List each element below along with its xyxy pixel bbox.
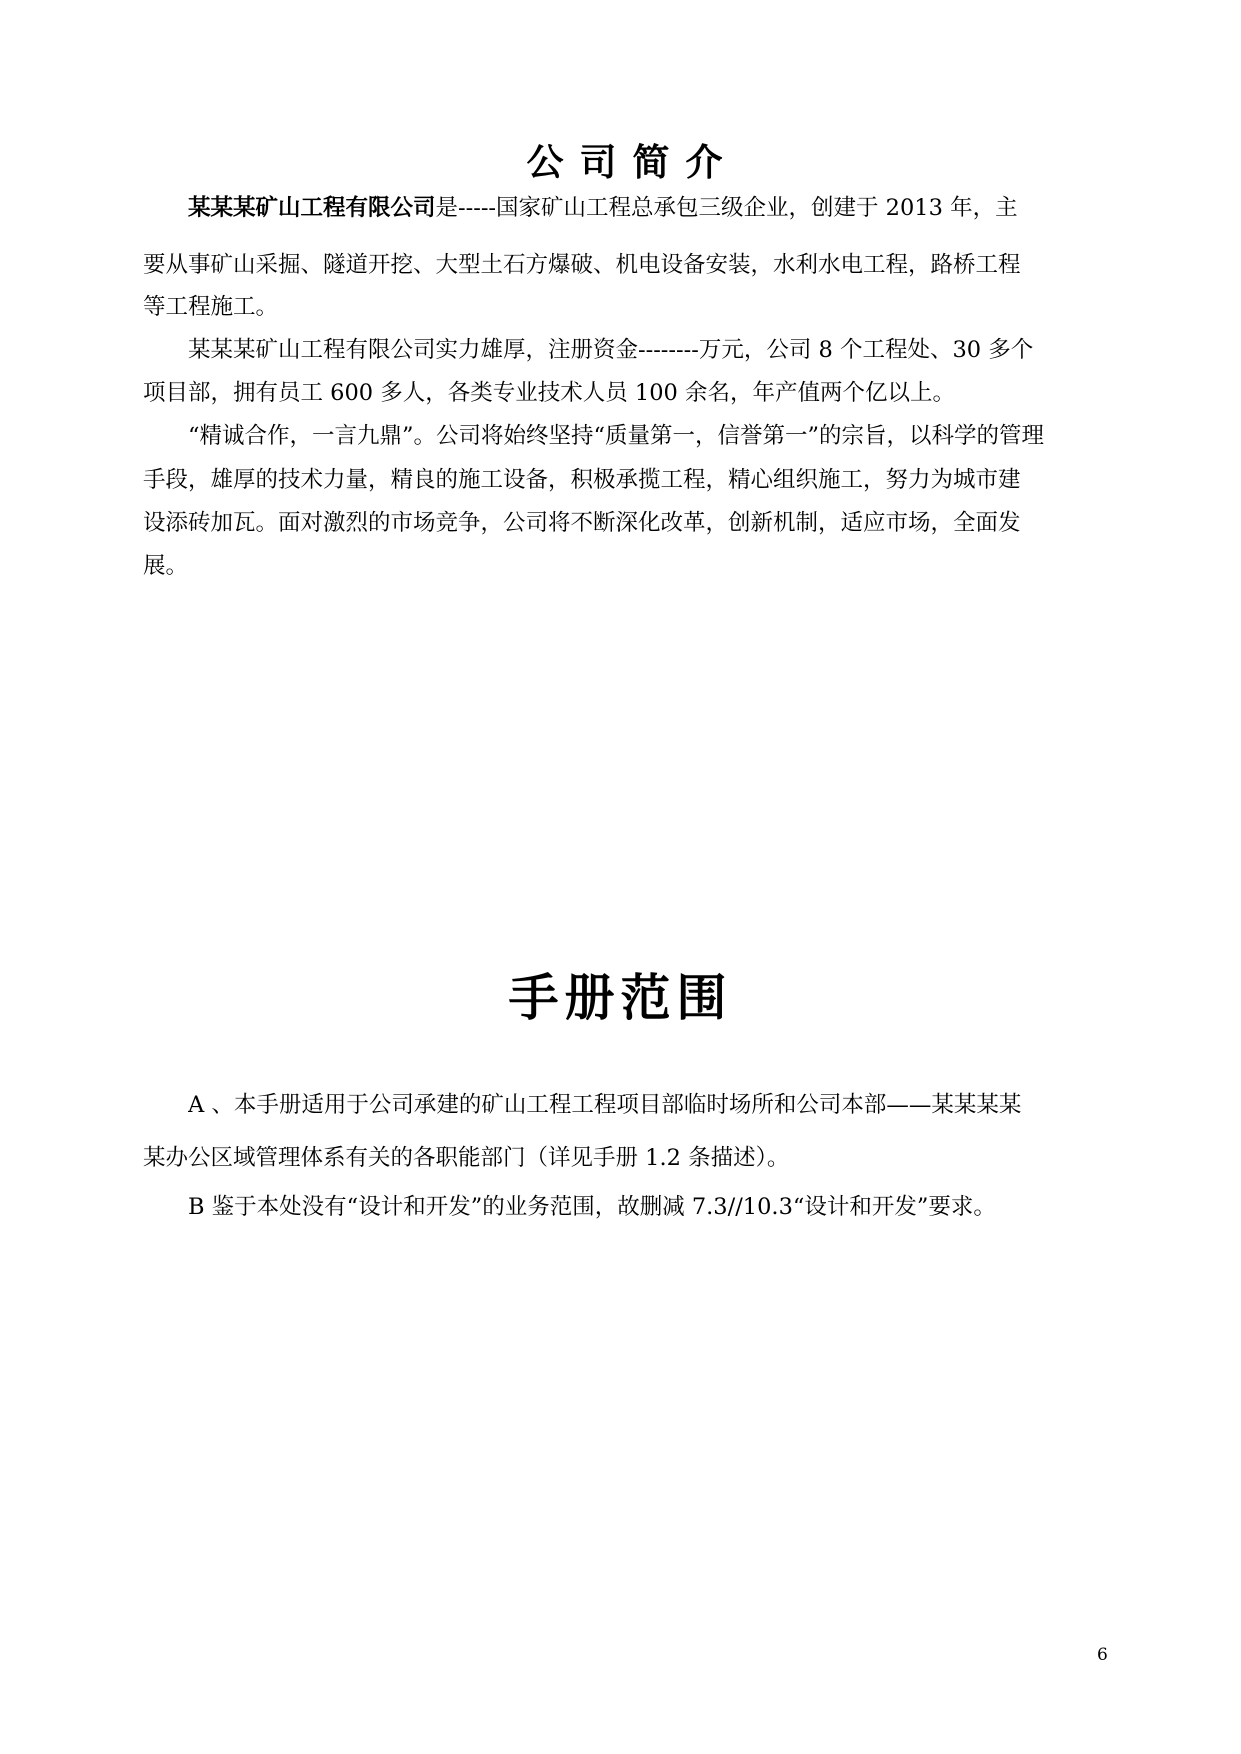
section-title-manual-scope: 手册范围 bbox=[508, 969, 733, 1027]
paragraph-1-line-3: 等工程施工。 bbox=[143, 294, 279, 320]
page-number: 6 bbox=[1097, 1645, 1108, 1665]
paragraph-1-line-2: 要从事矿山采掘、隧道开挖、大型土石方爆破、机电设备安装，水利水电工程，路桥工程 bbox=[143, 252, 1021, 278]
paragraph-3-line-2: 手段，雄厚的技术力量，精良的施工设备，积极承揽工程，精心组织施工，努力为城市建 bbox=[143, 467, 1021, 493]
scope-item-a-line-1: A 、本手册适用于公司承建的矿山工程工程项目部临时场所和公司本部——某某某某 bbox=[188, 1092, 1022, 1118]
paragraph-1-line-1: 某某某矿山工程有限公司是-----国家矿山工程总承包三级企业，创建于 2013 年，主 bbox=[188, 195, 1018, 221]
paragraph-3-line-4: 展。 bbox=[143, 553, 189, 579]
paragraph-3-line-3: 设添砖加瓦。面对激烈的市场竞争，公司将不断深化改革，创新机制，适应市场，全面发 bbox=[143, 510, 1021, 536]
paragraph-3-line-1: “精诚合作，一言九鼎”。公司将始终坚持“质量第一，信誉第一”的宗旨，以科学的管理 bbox=[188, 423, 1045, 449]
paragraph-2-line-1: 某某某矿山工程有限公司实力雄厚，注册资金--------万元，公司 8 个工程处、30 多个 bbox=[188, 337, 1034, 363]
section-title-company-profile: 公司简介 bbox=[526, 141, 739, 184]
scope-item-b-line-1: B 鉴于本处没有“设计和开发”的业务范围，故删减 7.3//10.3“设计和开发”要求。 bbox=[188, 1194, 996, 1220]
scope-item-a-line-2: 某办公区域管理体系有关的各职能部门（详见手册 1.2 条描述）。 bbox=[143, 1145, 790, 1171]
company-name: 某某某矿山工程有限公司 bbox=[188, 195, 436, 221]
paragraph-2-line-2: 项目部，拥有员工 600 多人，各类专业技术人员 100 余名，年产值两个亿以上。 bbox=[143, 380, 956, 406]
